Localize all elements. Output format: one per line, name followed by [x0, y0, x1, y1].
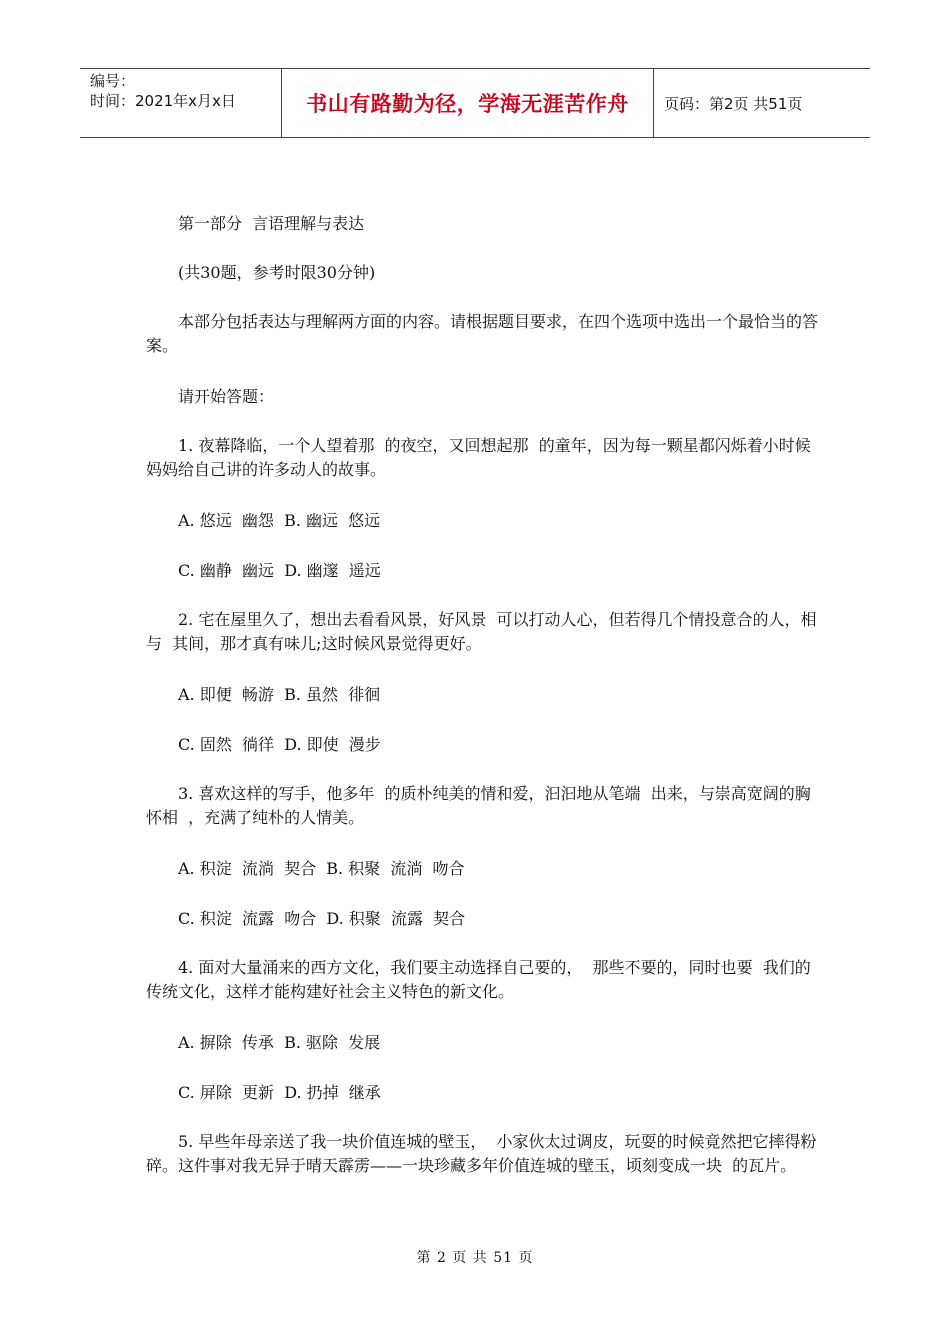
- question-2-options-ab: A. 即便 畅游 B. 虽然 徘徊: [178, 685, 381, 704]
- section-title: 第一部分 言语理解与表达: [178, 214, 365, 233]
- question-1-options-cd: C. 幽静 幽远 D. 幽邃 遥远: [178, 561, 381, 580]
- question-2-options-cd: C. 固然 徜徉 D. 即使 漫步: [178, 735, 381, 754]
- question-5: 5. 早些年母亲送了我一块价值连城的壁玉， 小家伙太过调皮，玩耍的时候竟然把它摔得粉碎。这件事对我无异于晴天霹雳——一块珍藏多年价值连城的壁玉，顷刻变成一块 的瓦片。: [146, 1132, 817, 1175]
- page-header: [80, 68, 870, 138]
- time-label: 时间：2021年x月x日: [90, 92, 236, 110]
- intro-paragraph: 本部分包括表达与理解两方面的内容。请根据题目要求，在四个选项中选出一个最恰当的答案。: [146, 312, 819, 355]
- header-motto: 书山有路勤为径，学海无涯苦作舟: [282, 69, 654, 137]
- question-3-options-ab: A. 积淀 流淌 契合 B. 积聚 流淌 吻合: [178, 859, 465, 878]
- start-prompt: 请开始答题：: [178, 387, 275, 406]
- question-1: 1. 夜幕降临，一个人望着那 的夜空，又回想起那 的童年，因为每一颗星都闪烁着小时候妈妈给自己讲的许多动人的故事。: [146, 436, 811, 479]
- header-meta: [80, 69, 282, 137]
- question-4-options-ab: A. 摒除 传承 B. 驱除 发展: [178, 1033, 381, 1052]
- question-4: 4. 面对大量涌来的西方文化，我们要主动选择自己要的， 那些不要的，同时也要 我们的传统文化，这样才能构建好社会主义特色的新文化。: [146, 958, 811, 1001]
- question-3-options-cd: C. 积淀 流露 吻合 D. 积聚 流露 契合: [178, 909, 466, 928]
- question-2: 2. 宅在屋里久了，想出去看看风景，好风景 可以打动人心，但若得几个情投意合的人，相与 其间，那才真有味儿;这时候风景觉得更好。: [146, 610, 817, 653]
- header-page-info: 页码：第2页 共51页: [664, 94, 803, 113]
- serial-label: 编号：: [90, 72, 136, 90]
- question-1-options-ab: A. 悠远 幽怨 B. 幽远 悠远: [178, 511, 381, 530]
- page-footer: 第 2 页 共 51 页: [416, 1250, 534, 1266]
- section-note: (共30题，参考时限30分钟): [178, 263, 376, 282]
- question-3: 3. 喜欢这样的写手，他多年 的质朴纯美的情和爱，汩汩地从笔端 出来，与崇高宽阔的胸怀相 ，充满了纯朴的人情美。: [146, 784, 811, 827]
- question-4-options-cd: C. 屏除 更新 D. 扔掉 继承: [178, 1083, 381, 1102]
